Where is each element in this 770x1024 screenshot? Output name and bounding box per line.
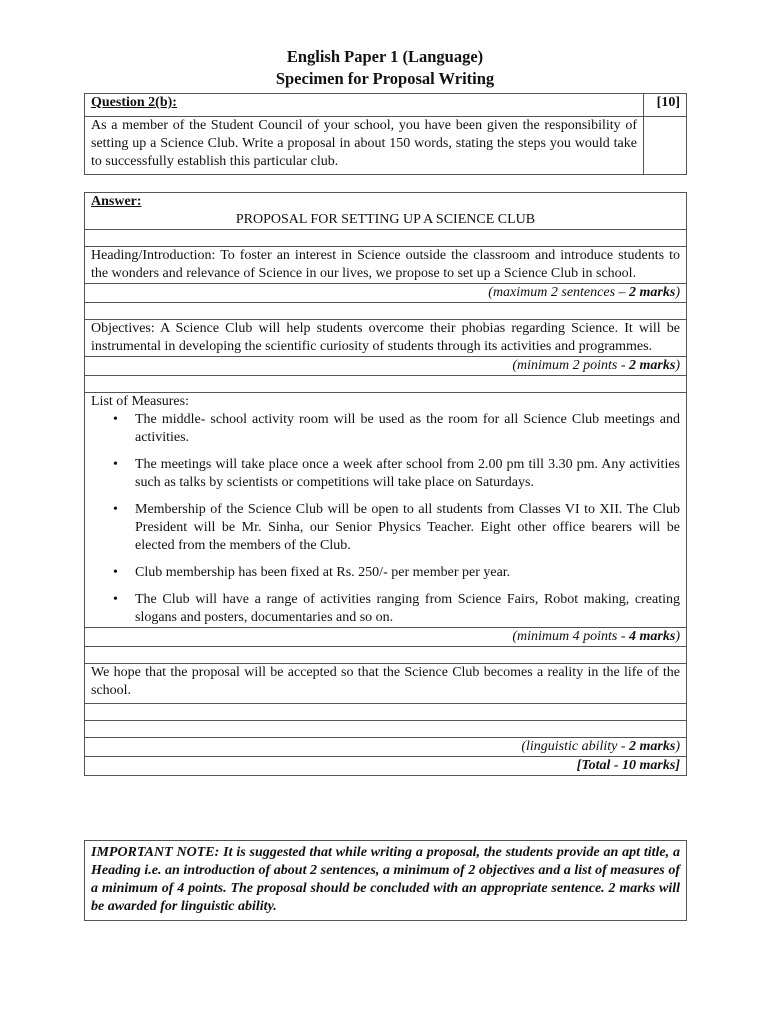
blank-row [85, 303, 687, 320]
list-item: • The Club will have a range of activities ranging from Science Fairs, Robot making, creating slogans and posters, documentaries and so on. [113, 592, 680, 625]
question-text: As a member of the Student Council of your school, you have been given the responsibility of setting up a Science Club. Write a proposal in about 150 words, stating the steps you would take to successfully establish this particular club. [85, 117, 644, 175]
measures-list [91, 411, 680, 627]
blank-row [85, 376, 687, 393]
question-marks-blank [644, 117, 687, 175]
paper-subtitle: Specimen for Proposal Writing [275, 69, 495, 88]
bullet-icon: • [113, 502, 118, 517]
blank-row [85, 230, 687, 247]
list-item: • The middle- school activity room will be used as the room for all Science Club meetings and activities. [113, 412, 680, 445]
blank-row [85, 647, 687, 664]
important-note-box [84, 840, 687, 921]
objectives: Objectives: A Science Club will help students overcome their phobias regarding Science. It will be instrumental in developing the scientific curiosity of students through its activities and programmes. [85, 320, 687, 357]
answer-label: Answer: [91, 194, 142, 209]
answer-header-cell [85, 193, 687, 230]
list-item: • Club membership has been fixed at Rs. 250/- per member per year. [113, 565, 511, 580]
measures-cell [85, 393, 687, 628]
measures-marks: (minimum 4 points - 4 marks) [85, 628, 687, 647]
important-note: IMPORTANT NOTE: It is suggested that while writing a proposal, the students provide an apt title, a Heading i.e. an introduction of about 2 sentences, a minimum of 2 objectives and a list of measures of a minimum of 4 points. The proposal should be concluded with an appropriate sentence. 2 marks will be awarded for linguistic ability. [85, 841, 687, 921]
measures-label: List of Measures: [91, 394, 189, 409]
linguistic-marks: (linguistic ability - 2 marks) [85, 738, 687, 757]
blank-row [85, 704, 687, 721]
conclusion: We hope that the proposal will be accepted so that the Science Club becomes a reality in the life of the school. [85, 664, 687, 704]
total-marks: [Total - 10 marks] [85, 757, 687, 776]
bullet-icon: • [113, 457, 118, 472]
heading-marks: (maximum 2 sentences – 2 marks) [85, 284, 687, 303]
bullet-icon: • [113, 412, 118, 427]
heading-intro: Heading/Introduction: To foster an interest in Science outside the classroom and introduce students to the wonders and relevance of Science in our lives, we propose to set up a Science Club in school. [85, 247, 687, 284]
question-label: Question 2(b): [85, 94, 644, 117]
bullet-icon: • [113, 565, 118, 580]
question-marks: [10] [644, 94, 687, 117]
blank-row [85, 721, 687, 738]
list-item: • Membership of the Science Club will be open to all students from Classes VI to XII. The Club President will be Mr. Sinha, our Senior Physics Teacher. Eight other office bearers will be elected from the members of the Club. [113, 502, 680, 553]
answer-table [84, 192, 687, 776]
bullet-icon: • [113, 592, 118, 607]
list-item: • The meetings will take place once a week after school from 2.00 pm till 3.30 pm. Any activities such as talks by scientists or competitions will take place on Saturdays. [113, 457, 680, 490]
objectives-marks: (minimum 2 points - 2 marks) [85, 357, 687, 376]
proposal-title: PROPOSAL FOR SETTING UP A SCIENCE CLUB [235, 212, 536, 227]
question-table [84, 93, 687, 175]
paper-title: English Paper 1 (Language) [286, 47, 484, 66]
